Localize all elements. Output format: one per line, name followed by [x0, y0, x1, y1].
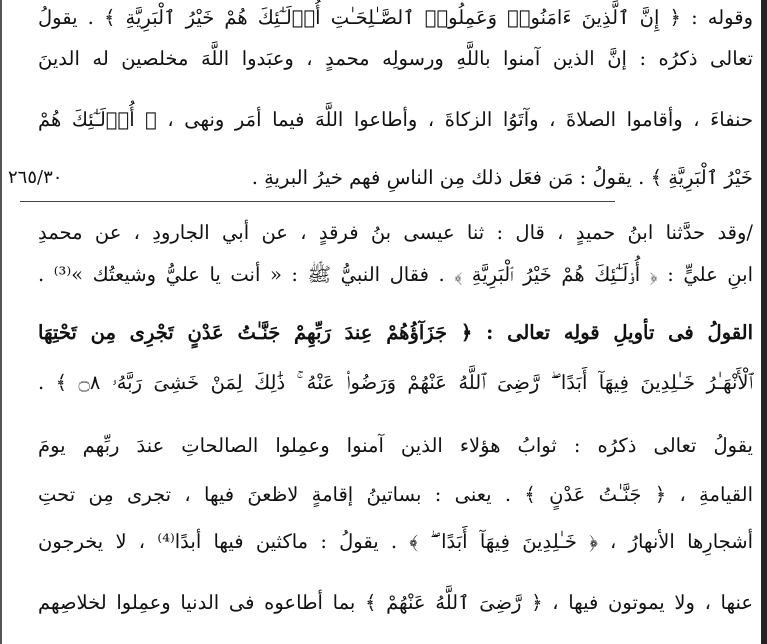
page-edge-right [761, 0, 767, 644]
text-line-10: القيامةِ ، ﴿ جَنَّـٰتُ عَدْنٍ ﴾ . يعنى : بساتينُ إقامةٍ لاظعنَ فيها ، تجرى مِن تحتِ [38, 483, 753, 506]
text-line-6: ابنِ عليٍّ : ﴿ أُو۟لَـٰٓئِكَ هُمْ خَيْرُ ٱلْبَرِيَّةِ ﴾ . فقال النبيُّ ﷺ : « أنت يا عليُّ وشيعتُك »⁽³⁾ . [38, 263, 753, 286]
margin-reference: ٢٦٥/٣٠ [8, 167, 63, 188]
text-line-5: /وقد حدَّثنا ابنُ حميدٍ ، قال : ثنا عيسى بنُ فرقدٍ ، عن أبي الجارودِ ، عن محمدِ [38, 221, 753, 244]
text-line-4: خَيْرُ ٱلْبَرِيَّةِ ﴾ . يقولُ : مَن فعَل ذلك مِن الناسِ فهم خيرُ البريةِ . [251, 166, 753, 189]
text-line-3: حنفاءَ ، وأقاموا الصلاةَ ، وآتَوُا الزكاةَ ، وأطاعوا اللَّهَ فيما أمَر ونهى ، ﴿ أُو۟لَـٰٓئِكَ هُمْ [38, 108, 753, 131]
text-line-8: ٱلْأَنْهَـٰرُ خَـٰلِدِينَ فِيهَآ أَبَدًا ۖ رَّضِىَ ٱللَّهُ عَنْهُمْ وَرَضُوا۟ عَنْهُ ۚ ذَٰلِكَ لِمَنْ خَشِىَ رَبَّهُۥ ۝٨ ﴾ . [38, 371, 753, 394]
text-line-1: وقوله : ﴿ إِنَّ ٱلَّذِينَ ءَامَنُوا۟ وَعَمِلُوا۟ ٱلصَّـٰلِحَـٰتِ أُو۟لَـٰٓئِكَ هُمْ خَيْرُ ٱلْبَرِيَّةِ ﴾ . يقولُ [38, 6, 753, 29]
text-line-9: يقولُ تعالى ذكرُه : ثوابُ هؤلاء الذين آمنوا وعمِلوا الصالحاتِ عندَ ربِّهم يومَ [38, 434, 753, 457]
section-heading-line-1: القولُ فى تأويلِ قولِه تعالى : ﴿ جَزَآؤُهُمْ عِندَ رَبِّهِمْ جَنَّـٰتُ عَدْنٍ تَجْرِى مِن تَحْتِهَا [38, 321, 753, 344]
text-line-2: تعالى ذكرُه : إنَّ الذين آمنوا باللَّهِ ورسولِه محمدٍ ، وعبَدوا اللَّهَ مخلصين له الدينَ [38, 47, 753, 70]
section-separator [20, 201, 615, 202]
page-edge-left [0, 0, 2, 644]
text-line-12: عنها ، ولا يموتون فيها ، ﴿ رَّضِىَ ٱللَّهُ عَنْهُمْ ﴾ بما أطاعوه فى الدنيا وعمِلوا لخلاصِهم [38, 591, 753, 614]
text-line-11: أشجارِها الأنهارُ ، ﴿ خَـٰلِدِينَ فِيهَآ أَبَدًا ۖ ﴾ . يقولُ : ماكثين فيها أبدًا⁽⁴⁾ ، لا يخرجون [38, 530, 754, 553]
